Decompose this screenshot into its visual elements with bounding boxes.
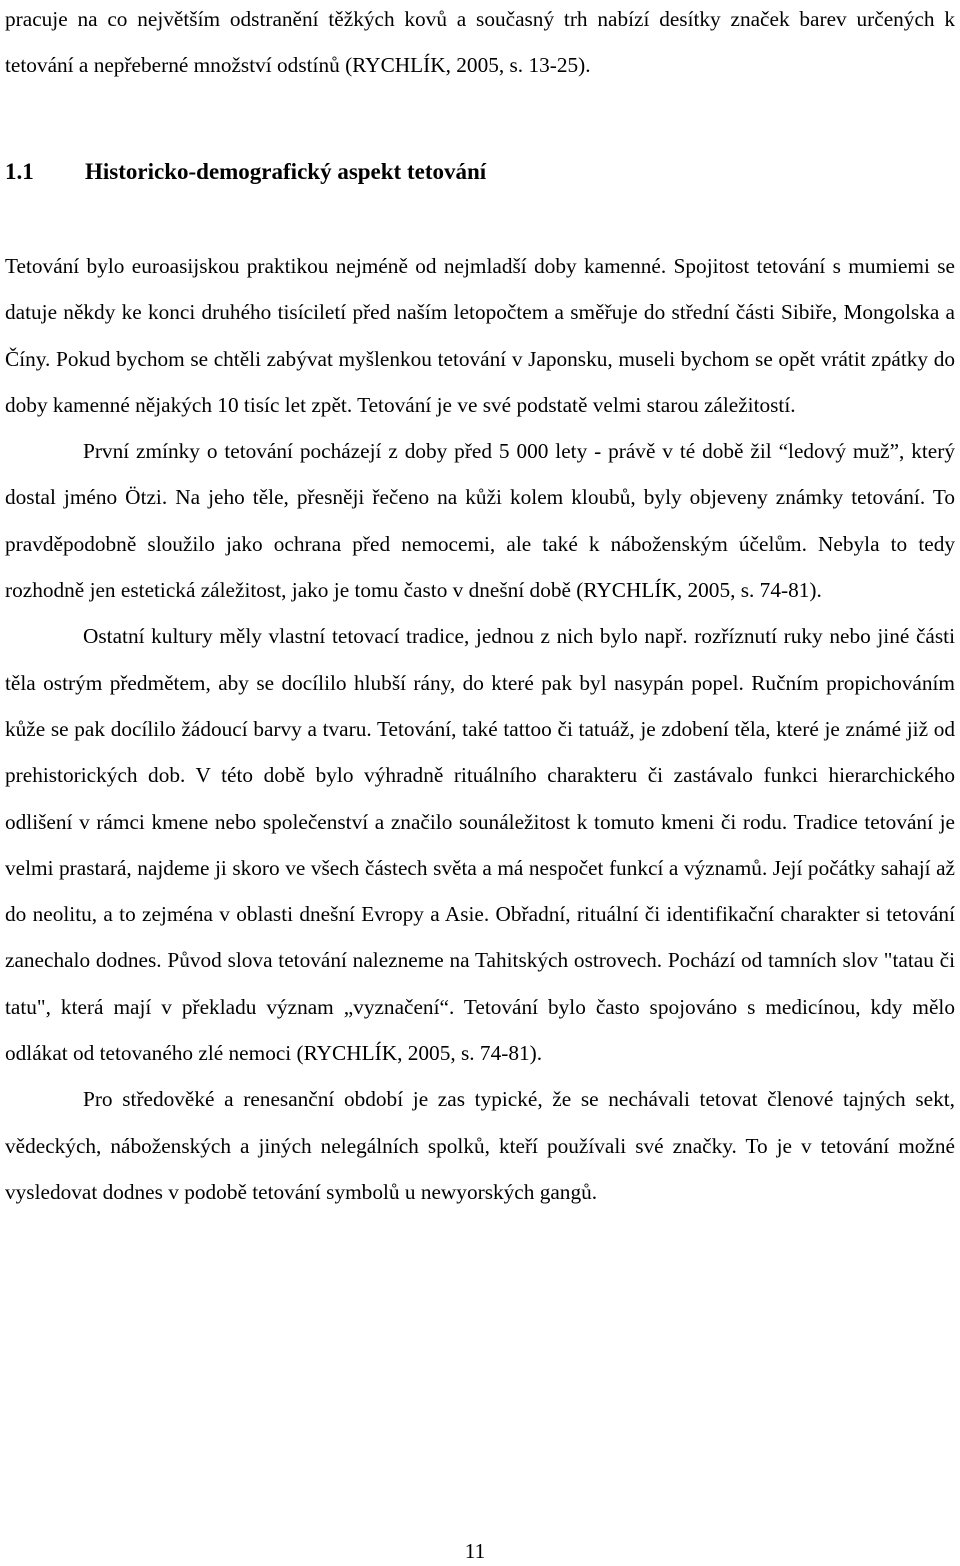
paragraph-prehistory: Tetování bylo euroasijskou praktikou nejméně od nejmladší doby kamenné. Spojitost tetování s mumiemi se datuje někdy ke konci druhého tisíciletí před naším letopočtem a směřuje do střední části Sibiře, Mongolska a Číny. Pokud bychom se chtěli zabývat myšlenkou tetování v Japonsku, museli bychom se opět vrátit zpátky do doby kamenné nějakých 10 tisíc let zpět. Tetování je ve své podstatě velmi starou záležitostí. [5,254,955,417]
section-title: Historicko-demografický aspekt tetování [85,159,487,184]
page-number: 11 [464,1539,486,1563]
paragraph-other-cultures: Ostatní kultury měly vlastní tetovací tradice, jednou z nich bylo např. rozříznutí ruky nebo jiné části těla ostrým předmětem, aby se docílilo hlubší rány, do které pak byl nasypán popel. Ručním propichováním kůže se pak docílilo žádoucí barvy a tvaru. Tetování, také tattoo či tatuáž, je zdobení těla, které je známé již od prehistorických dob. V této době bylo výhradně rituálního charakteru či zastávalo funkci hierarchického odlišení v rámci kmene nebo společenství a značilo sounáležitost k tomuto kmeni či rodu. Tradice tetování je velmi prastará, najdeme ji skoro ve všech částech světa a má nespočet funkcí a významů. Její počátky sahají až do neolitu, a to zejména v oblasti dnešní Evropy a Asie. Obřadní, rituální či identifikační charakter si tetování zanechalo dodnes. Původ slova tetování nalezneme na Tahitských ostrovech. Pochází od tamních slov "tatau či tatu", která mají v překladu význam „vyznačení“. Tetování bylo často spojováno s medicínou, kdy mělo odlákat od tetovaného zlé nemoci (RYCHLÍK, 2005, s. 74-81). [5,624,955,1066]
section-heading [5,152,486,192]
document-page [5,0,955,1563]
paragraph-medieval: Pro středověké a renesanční období je zas typické, že se nechávali tetovat členové tajných sekt, vědeckých, náboženských a jiných nelegálních spolků, kteří používali své značky. To je v tetování možné vysledovat dodnes v podobě tetování symbolů u newyorských gangů. [5,1087,955,1204]
intro-paragraph: pracuje na co největším odstranění těžkých kovů a současný trh nabízí desítky značek barev určených k tetování a nepřeberné množství odstínů (RYCHLÍK, 2005, s. 13-25). [5,7,955,78]
paragraph-otzi: První zmínky o tetování pocházejí z doby před 5 000 lety - právě v té době žil “ledový muž”, který dostal jméno Ötzi. Na jeho těle, přesněji řečeno na kůži kolem kloubů, byly objeveny známky tetování. To pravděpodobně sloužilo jako ochrana před nemocemi, ale také k náboženským účelům. Nebyla to tedy rozhodně jen estetická záležitost, jako je tomu často v dnešní době (RYCHLÍK, 2005, s. 74-81). [5,439,955,603]
section-body [5,243,955,1215]
section-number: 1.1 [5,159,34,184]
